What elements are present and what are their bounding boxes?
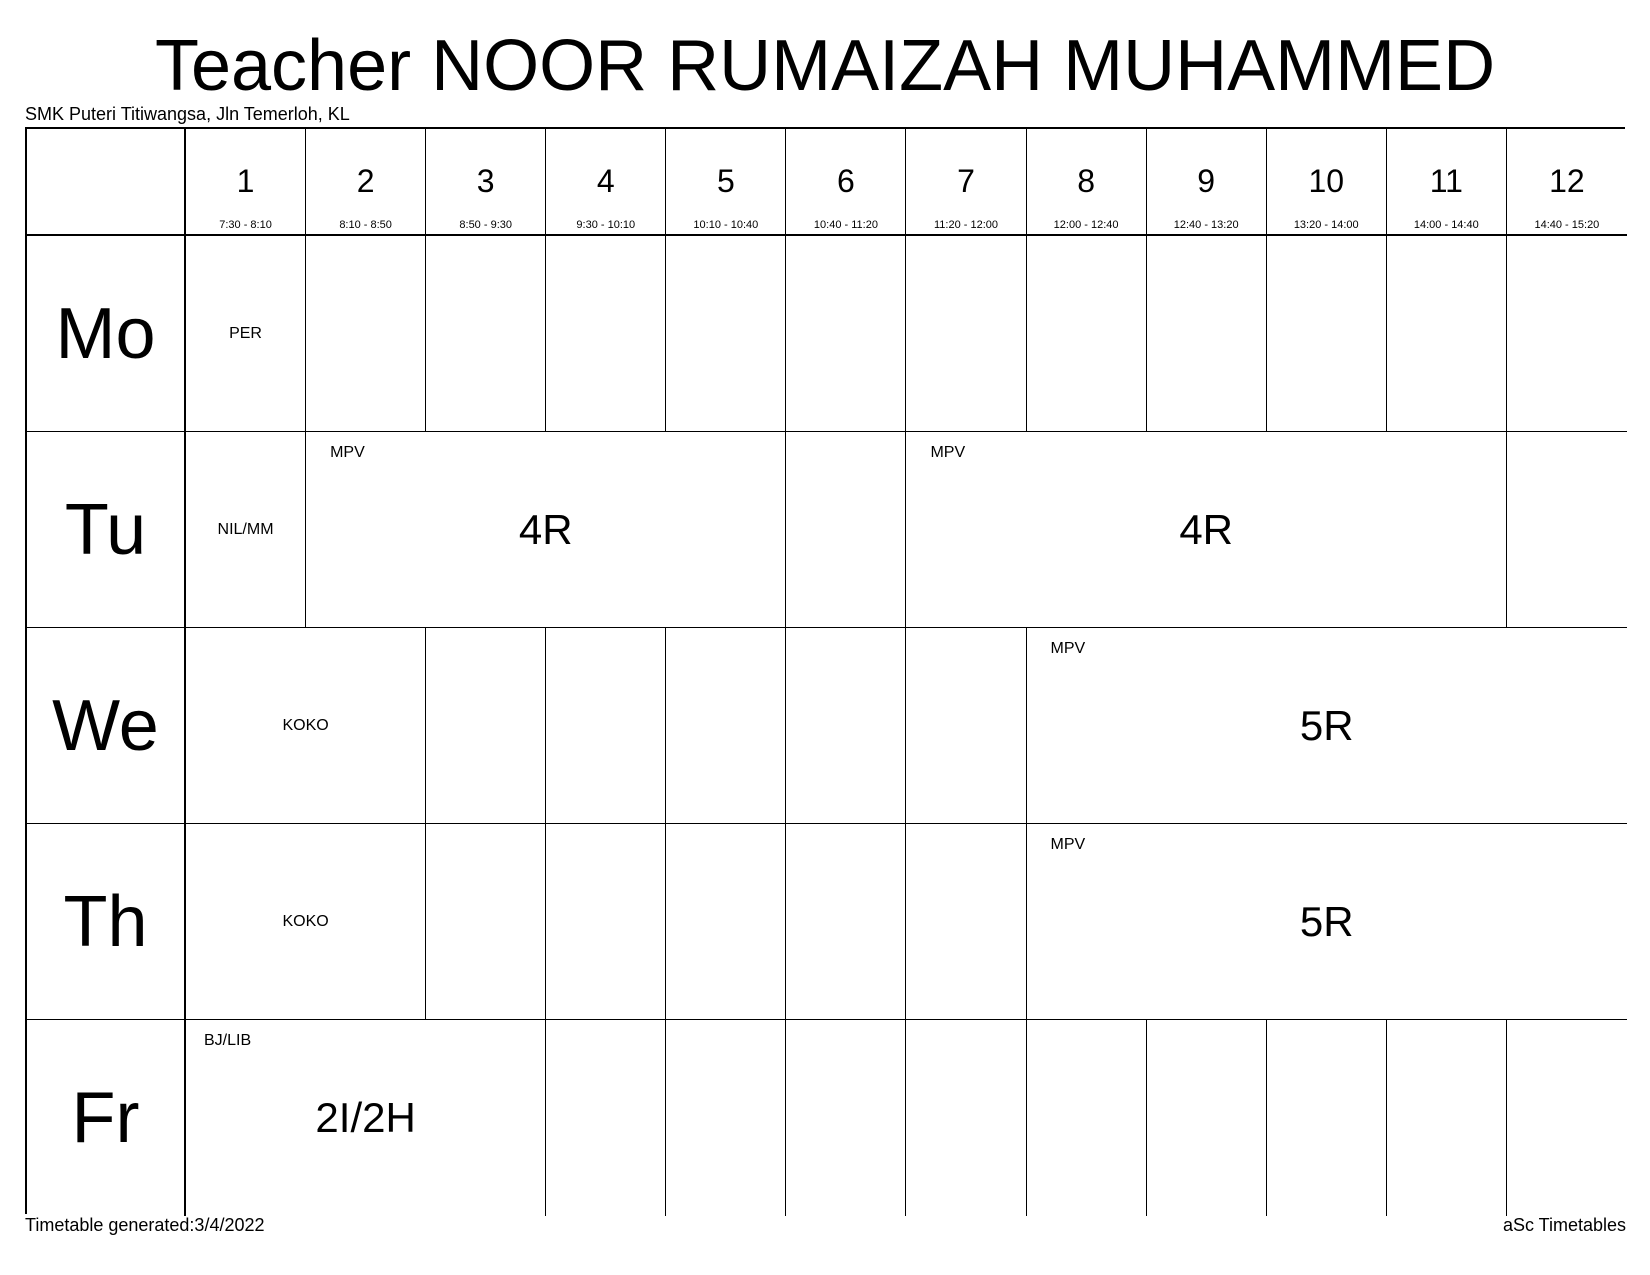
day-cell-fr [27, 1020, 186, 1216]
lesson-cell[interactable] [186, 1020, 546, 1216]
period-number: 10 [1308, 163, 1345, 199]
school-name: SMK Puteri Titiwangsa, Jln Temerloh, KL [25, 104, 350, 124]
period-time: 8:50 - 9:30 [459, 219, 512, 231]
period-header [666, 129, 786, 236]
empty-cell [906, 236, 1026, 432]
period-number: 6 [837, 163, 855, 199]
empty-cell [546, 236, 666, 432]
empty-cell [426, 236, 546, 432]
period-header [1267, 129, 1387, 236]
period-header [906, 129, 1026, 236]
period-header [186, 129, 306, 236]
period-time: 10:40 - 11:20 [813, 219, 878, 231]
empty-cell [1507, 1020, 1627, 1216]
empty-cell [786, 1020, 906, 1216]
lesson-label: PER [229, 324, 262, 342]
period-time: 12:00 - 12:40 [1053, 219, 1119, 231]
class-label: 5R [1299, 701, 1354, 749]
period-number: 5 [716, 163, 735, 199]
empty-cell [906, 1020, 1026, 1216]
lesson-label: KOKO [282, 716, 329, 734]
period-time: 12:40 - 13:20 [1173, 219, 1239, 231]
subject-label: MPV [1050, 640, 1086, 657]
class-label: 2I/2H [315, 1094, 416, 1141]
empty-cell [1387, 1020, 1507, 1216]
period-number: 7 [957, 163, 975, 199]
period-number: 11 [1429, 163, 1463, 199]
period-number: 9 [1197, 163, 1216, 199]
class-label: 4R [518, 505, 573, 553]
empty-cell [306, 236, 426, 432]
day-cell-th [27, 824, 186, 1020]
empty-cell [426, 824, 546, 1020]
empty-cell [786, 432, 906, 628]
empty-cell [786, 824, 906, 1020]
period-header [1387, 129, 1507, 236]
empty-cell [546, 824, 666, 1020]
period-time: 8:10 - 8:50 [339, 219, 392, 231]
page-title: Teacher NOOR RUMAIZAH MUHAMMED [154, 26, 1496, 106]
empty-cell [426, 628, 546, 824]
empty-cell [1387, 236, 1507, 432]
empty-cell [786, 236, 906, 432]
lesson-cell[interactable] [906, 432, 1506, 628]
period-time: 14:00 - 14:40 [1413, 219, 1479, 231]
empty-cell [1027, 236, 1147, 432]
period-header [426, 129, 546, 236]
class-label: 5R [1299, 897, 1354, 945]
lesson-cell[interactable] [186, 824, 426, 1020]
lesson-cell[interactable] [306, 432, 786, 628]
period-header [1027, 129, 1147, 236]
period-header [1507, 129, 1627, 236]
empty-cell [666, 824, 786, 1020]
day-label: Fr [71, 1078, 140, 1158]
empty-cell [1147, 1020, 1267, 1216]
period-number: 4 [596, 163, 615, 199]
empty-cell [666, 236, 786, 432]
empty-cell [546, 1020, 666, 1216]
period-time: 7:30 - 8:10 [219, 219, 272, 231]
period-time: 9:30 - 10:10 [576, 219, 636, 231]
timetable-grid [25, 127, 1625, 1214]
day-cell-we [27, 628, 186, 824]
period-time: 11:20 - 12:00 [934, 219, 999, 231]
period-time: 10:10 - 10:40 [693, 219, 759, 231]
brand-label: aSc Timetables [1502, 1215, 1626, 1235]
lesson-cell[interactable] [186, 432, 306, 628]
empty-cell [1507, 432, 1627, 628]
day-cell-mo [27, 236, 186, 432]
period-number: 1 [236, 163, 255, 199]
empty-cell [906, 628, 1026, 824]
lesson-label: KOKO [282, 912, 329, 930]
class-label: 4R [1179, 505, 1234, 553]
corner-cell [27, 129, 186, 236]
period-header [1147, 129, 1267, 236]
lesson-cell[interactable] [186, 236, 306, 432]
day-cell-tu [27, 432, 186, 628]
day-label: Tu [64, 489, 147, 570]
period-time: 14:40 - 15:20 [1534, 219, 1600, 231]
lesson-label: NIL/MM [217, 520, 274, 538]
generated-date: Timetable generated:3/4/2022 [25, 1215, 265, 1235]
period-time: 13:20 - 14:00 [1293, 219, 1359, 231]
subject-label: BJ/LIB [204, 1032, 252, 1049]
empty-cell [786, 628, 906, 824]
period-number: 12 [1549, 163, 1585, 199]
period-number: 8 [1077, 163, 1095, 199]
lesson-cell[interactable] [1027, 628, 1627, 824]
subject-label: MPV [930, 444, 966, 461]
subject-label: MPV [330, 444, 365, 461]
lesson-cell[interactable] [1027, 824, 1627, 1020]
lesson-cell[interactable] [186, 628, 426, 824]
period-number: 3 [476, 163, 495, 199]
day-label: Th [63, 881, 148, 962]
empty-cell [666, 628, 786, 824]
day-label: Mo [55, 293, 156, 374]
empty-cell [666, 1020, 786, 1216]
empty-cell [1027, 1020, 1147, 1216]
period-number: 2 [356, 163, 375, 199]
subject-label: MPV [1050, 836, 1086, 853]
period-header [786, 129, 906, 236]
period-header [306, 129, 426, 236]
empty-cell [1507, 236, 1627, 432]
empty-cell [1147, 236, 1267, 432]
empty-cell [906, 824, 1026, 1020]
period-header [546, 129, 666, 236]
empty-cell [1267, 1020, 1387, 1216]
empty-cell [1267, 236, 1387, 432]
empty-cell [546, 628, 666, 824]
day-label: We [52, 685, 159, 766]
